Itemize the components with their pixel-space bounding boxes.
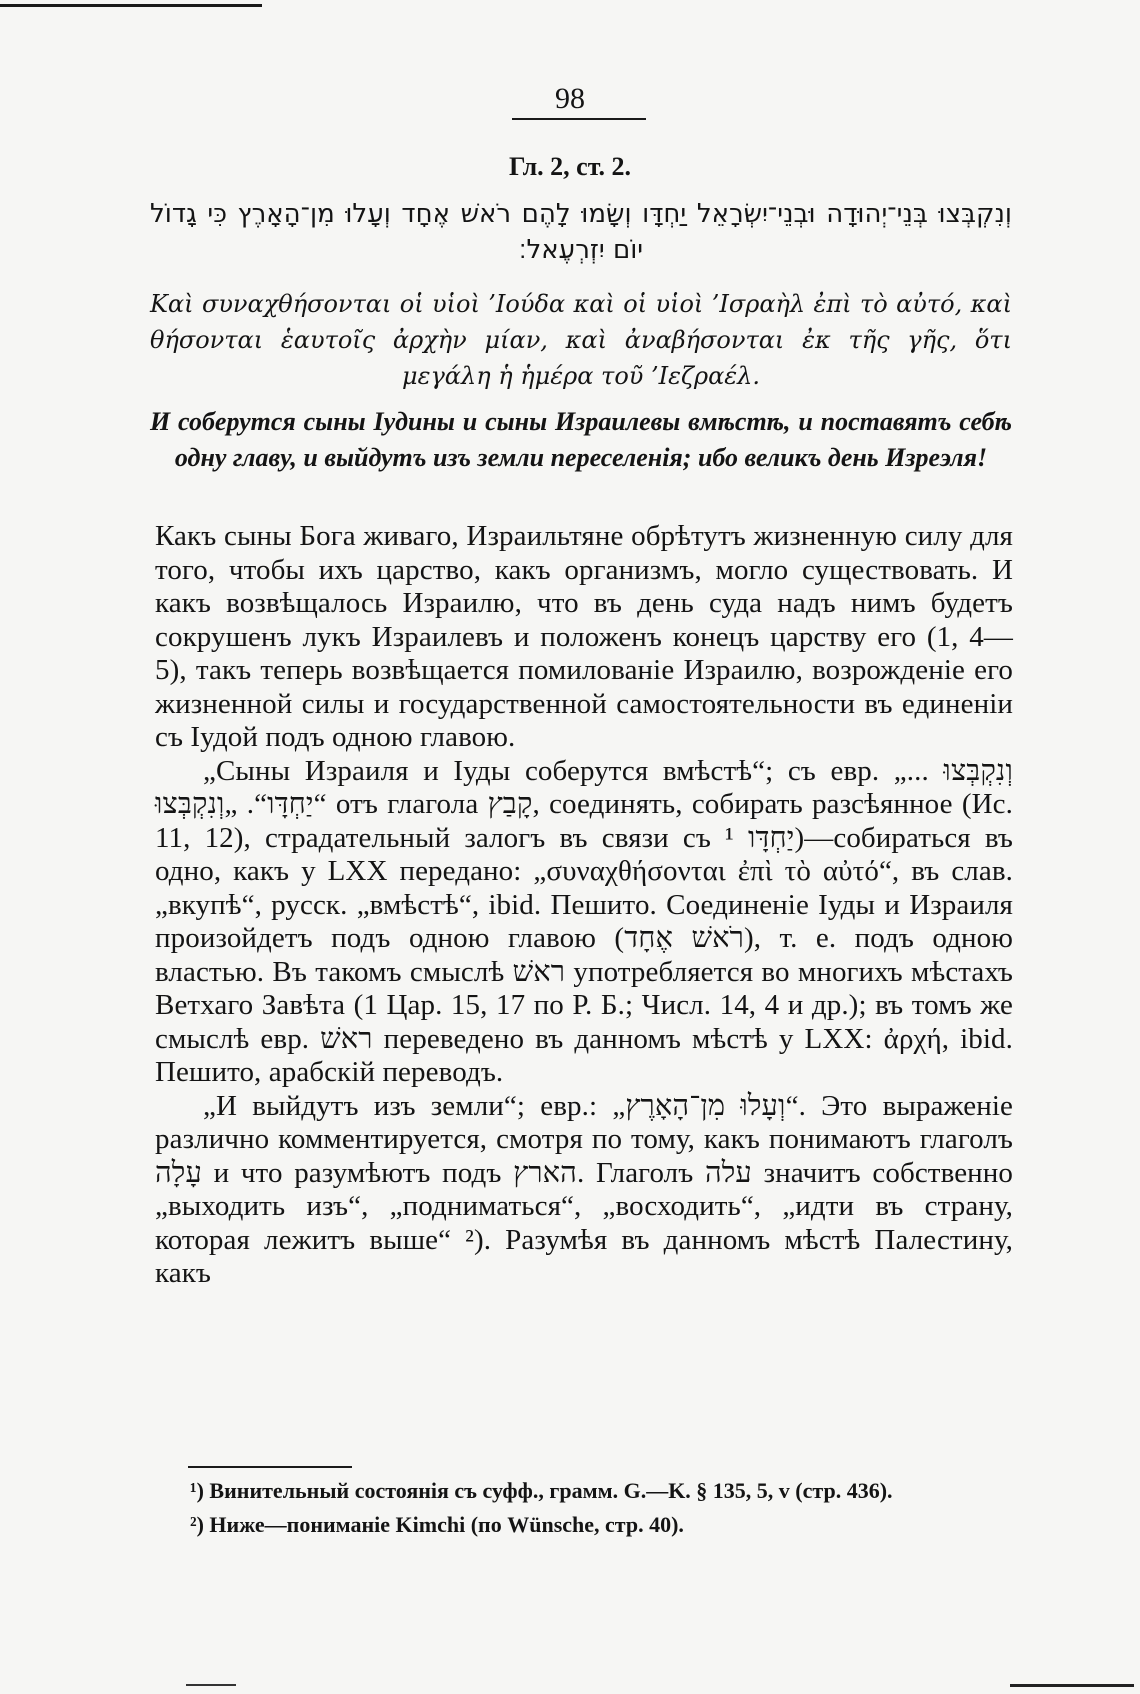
footnote-rule bbox=[188, 1466, 352, 1468]
footnotes bbox=[190, 1474, 1016, 1542]
commentary-paragraph: „И выйдутъ изъ земли“; евр.: „וְעָלוּ מִן־הָאָרֶץ“. Это выраженіе различно комментируется, смотря по тому, какъ понимаютъ глаголъ עָלָה и что разумѣютъ подъ הארץ. Глаголъ עלה значитъ собственно „выходить изъ“, „подниматься“, „восходить“, „идти въ страну, которая лежитъ выше“ ²). Разумѣя въ данномъ мѣстѣ Палестину, какъ bbox=[155, 1089, 1014, 1289]
hebrew-verse: וְנִקְבְּצוּ בְּנֵי־יְהוּדָה וּבְנֵי־יִשְׂרָאֵל יַחְדָּו וְשָׂמוּ לָהֶם רֹאשׁ אֶחָד וְעָלוּ מִן־הָאָרֶץ כִּי גָדוֹל יוֹם יִזְרְעֶאל׃ bbox=[150, 199, 1012, 265]
greek-verse: Καὶ συναχθήσονται οἱ υἱοὶ ’Ιούδα καὶ οἱ υἱοὶ ’Ισραὴλ ἐπὶ τὸ αὐτό, καὶ θήσονται ἑαυτοῖς ἀρχὴν μίαν, καὶ ἀναβήσονται ἐκ τῆς γῆς, ὅτι μεγάλη ἡ ἡμέρα τοῦ ’Ιεζραέλ. bbox=[150, 290, 1012, 390]
russian-verse: И соберутся сыны Іудины и сыны Израилевы вмѣстѣ, и поставятъ себѣ одну главу, и выйдутъ изъ земли переселенія; ибо великъ день Изреэля! bbox=[150, 407, 1012, 472]
footnote: ¹) Винительный состоянія съ суфф., грамм. G.—K. § 135, 5, v (стр. 436). bbox=[190, 1478, 893, 1503]
chapter-reference: Гл. 2, ст. 2. bbox=[508, 152, 632, 181]
bottom-edge-mark bbox=[186, 1684, 236, 1686]
page-number-rule bbox=[512, 118, 646, 120]
bottom-edge-mark bbox=[1010, 1684, 1134, 1687]
top-rule bbox=[0, 4, 262, 7]
commentary-paragraph: Какъ сыны Бога живаго, Израильтяне обрѣтутъ жизненную силу для того, чтобы ихъ царство, какъ организмъ, могло существовать. И какъ возвѣщалось Израилю, что въ день суда надъ нимъ будетъ сокрушенъ лукъ Израилевъ и положенъ конецъ царству его (1, 4—5), такъ теперь возвѣщается помилованіе Израилю, возрожденіе его жизненной силы и государственной самостоятельности въ единеніи съ Іудой подъ одною главою. bbox=[155, 520, 1013, 753]
page-number: 98 bbox=[555, 82, 585, 115]
commentary-paragraph: „Сыны Израиля и Іуды соберутся вмѣстѣ“; съ евр. „וְנִקְבְּצוּ ... יַחְדָּו“. „וְנִקְבְּצוּ“ отъ глагола קָבַץ, соединять, собирать разсѣянное (Ис. 11, 12), страдательный залогъ въ связи съ יַחְדָּו ¹)—собираться въ одно, какъ у LXX передано: „συναχθήσονται ἐπὶ τὸ αὐτό“, въ слав. „вкупѣ“, русск. „вмѣстѣ“, ibid. Пешито. Соединеніе Іуды и Израиля произойдетъ подъ одною главою (רֹאשׁ אֶחָד), т. е. подъ одною властью. Въ такомъ смыслѣ ראשׁ употребляется во многихъ мѣстахъ Ветхаго Завѣта (1 Цар. 15, 17 по Р. Б.; Числ. 14, 4 и др.); въ томъ же смыслѣ евр. ראשׁ переведено въ данномъ мѣстѣ у LXX: ἀρχή, ibid. Пешито, арабскій переводъ. bbox=[155, 754, 1014, 1088]
commentary-body bbox=[155, 520, 1013, 1291]
footnote: ²) Ниже—пониманіе Kimchi (по Wünsche, стр. 40). bbox=[190, 1512, 684, 1537]
